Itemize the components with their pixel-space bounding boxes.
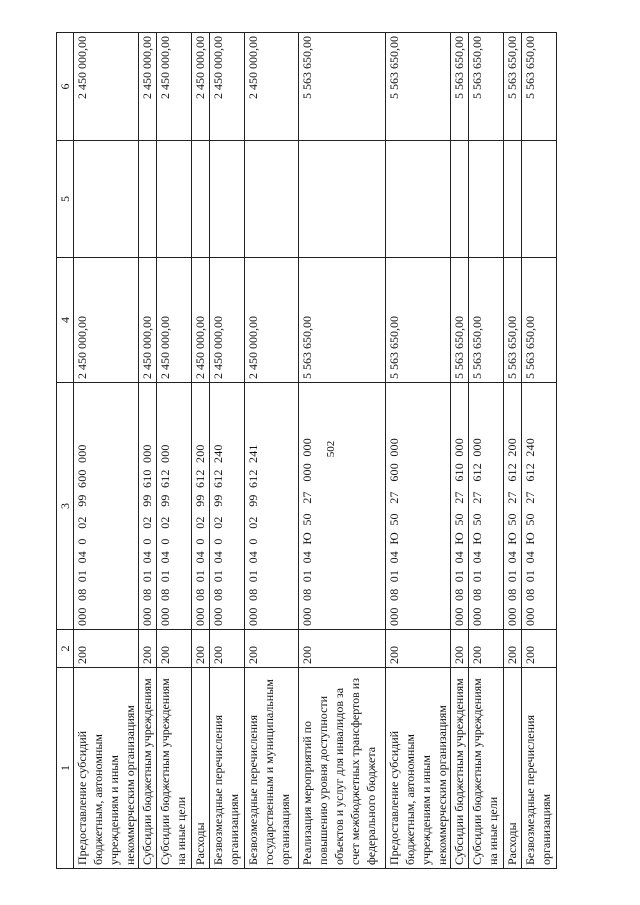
row-code-cell: 200 (245, 630, 299, 668)
row-kbk-cell: 000 08 01 04 Ю 50 27 600 000 (386, 383, 451, 630)
row-code-cell: 200 (469, 630, 504, 668)
row-code-cell: 200 (192, 630, 210, 668)
row-value-5-cell (451, 141, 469, 258)
row-code-cell: 200 (210, 630, 245, 668)
row-code-cell: 200 (299, 630, 386, 668)
header-row (57, 33, 74, 869)
row-kbk-cell: 000 08 01 04 Ю 50 27 610 000 (451, 383, 469, 630)
header-col-1: 1 (57, 668, 74, 869)
row-value-6-cell: 5 563 650,00 (522, 33, 557, 141)
row-code-cell: 200 (139, 630, 157, 668)
row-kbk-cell: 000 08 01 04 Ю 50 27 612 240 (522, 383, 557, 630)
row-kbk-cell: 000 08 01 04 0 02 99 612 241 (245, 383, 299, 630)
row-name-cell: Субсидии бюджетным учреждениям (451, 668, 469, 869)
row-value-6-cell: 5 563 650,00 (469, 33, 504, 141)
row-value-6-cell: 2 450 000,00 (74, 33, 139, 141)
row-code-cell: 200 (74, 630, 139, 668)
row-code-cell: 200 (157, 630, 192, 668)
header-col-3: 3 (57, 383, 74, 630)
row-name-cell: Субсидии бюджетным учреждениям на иные цели (469, 668, 504, 869)
row-name-cell: Субсидии бюджетным учреждениям на иные цели (157, 668, 192, 869)
table-row (299, 33, 386, 869)
header-col-4: 4 (57, 258, 74, 383)
budget-table (56, 32, 557, 869)
row-value-6-cell: 2 450 000,00 (210, 33, 245, 141)
row-value-5-cell (299, 141, 386, 258)
row-value-6-cell: 5 563 650,00 (504, 33, 522, 141)
table-row (245, 33, 299, 869)
row-code-cell: 200 (522, 630, 557, 668)
row-kbk-cell: 000 08 01 04 0 02 99 612 200 (192, 383, 210, 630)
row-value-6-cell: 5 563 650,00 (299, 33, 386, 141)
table-row (504, 33, 522, 869)
row-value-4-cell: 2 450 000,00 (192, 258, 210, 383)
row-name-cell: Расходы (504, 668, 522, 869)
row-value-5-cell (74, 141, 139, 258)
row-kbk-cell: 000 08 01 04 0 02 99 610 000 (139, 383, 157, 630)
row-name-cell: Субсидии бюджетным учреждениям (139, 668, 157, 869)
row-value-5-cell (157, 141, 192, 258)
row-kbk-cell: 000 08 01 04 Ю 50 27 612 200 (504, 383, 522, 630)
header-col-2: 2 (57, 630, 74, 668)
row-name-cell: Предоставление субсидий бюджетным, автономным учреждениям и иным некоммерческим организациям (386, 668, 451, 869)
row-value-6-cell: 5 563 650,00 (386, 33, 451, 141)
header-col-5: 5 (57, 141, 74, 258)
row-value-5-cell (245, 141, 299, 258)
row-name-cell: Безвозмездные перечисления государственным и муниципальным организациям (245, 668, 299, 869)
row-value-5-cell (386, 141, 451, 258)
row-value-4-cell: 5 563 650,00 (522, 258, 557, 383)
row-value-6-cell: 2 450 000,00 (192, 33, 210, 141)
row-code-cell: 200 (386, 630, 451, 668)
row-kbk-cell: 000 08 01 04 0 02 99 612 240 (210, 383, 245, 630)
row-value-6-cell: 5 563 650,00 (451, 33, 469, 141)
rotated-page-content (56, 33, 554, 869)
row-value-5-cell (504, 141, 522, 258)
row-value-6-cell: 2 450 000,00 (139, 33, 157, 141)
row-value-4-cell: 5 563 650,00 (386, 258, 451, 383)
row-value-6-cell: 2 450 000,00 (245, 33, 299, 141)
header-col-6: 6 (57, 33, 74, 141)
table-row (157, 33, 192, 869)
row-code-cell: 200 (451, 630, 469, 668)
row-name-cell: Предоставление субсидий бюджетным, автономным учреждениям и иным некоммерческим организациям (74, 668, 139, 869)
table-row (451, 33, 469, 869)
table-row (469, 33, 504, 869)
row-value-4-cell: 5 563 650,00 (504, 258, 522, 383)
row-value-5-cell (522, 141, 557, 258)
row-value-4-cell: 2 450 000,00 (245, 258, 299, 383)
row-kbk-cell: 000 08 01 04 0 02 99 612 000 (157, 383, 192, 630)
table-row (210, 33, 245, 869)
row-name-cell: Безвозмездные перечисления организациям (210, 668, 245, 869)
table-row (386, 33, 451, 869)
row-value-5-cell (469, 141, 504, 258)
row-kbk-cell: 000 08 01 04 Ю 50 27 612 000 (469, 383, 504, 630)
table-row (74, 33, 139, 869)
row-kbk-cell: 000 08 01 04 0 02 99 600 000 (74, 383, 139, 630)
table-row (192, 33, 210, 869)
row-value-4-cell: 2 450 000,00 (74, 258, 139, 383)
row-name-cell: Безвозмездные перечисления организациям (522, 668, 557, 869)
row-value-5-cell (192, 141, 210, 258)
row-name-cell: Реализация мероприятий по повышению уровня доступности объектов и услуг для инвалидов за счет межбюджетных трансфертов из федерального бюджета (299, 668, 386, 869)
page-number: 502 (325, 440, 337, 458)
row-value-4-cell: 5 563 650,00 (299, 258, 386, 383)
table-row (522, 33, 557, 869)
row-name-cell: Расходы (192, 668, 210, 869)
row-code-cell: 200 (504, 630, 522, 668)
table-row (139, 33, 157, 869)
row-value-4-cell: 2 450 000,00 (139, 258, 157, 383)
row-value-5-cell (210, 141, 245, 258)
row-value-4-cell: 2 450 000,00 (157, 258, 192, 383)
row-value-4-cell: 5 563 650,00 (469, 258, 504, 383)
row-value-4-cell: 5 563 650,00 (451, 258, 469, 383)
row-kbk-cell: 000 08 01 04 Ю 50 27 000 000 (299, 383, 386, 630)
row-value-6-cell: 2 450 000,00 (157, 33, 192, 141)
row-value-5-cell (139, 141, 157, 258)
row-value-4-cell: 2 450 000,00 (210, 258, 245, 383)
